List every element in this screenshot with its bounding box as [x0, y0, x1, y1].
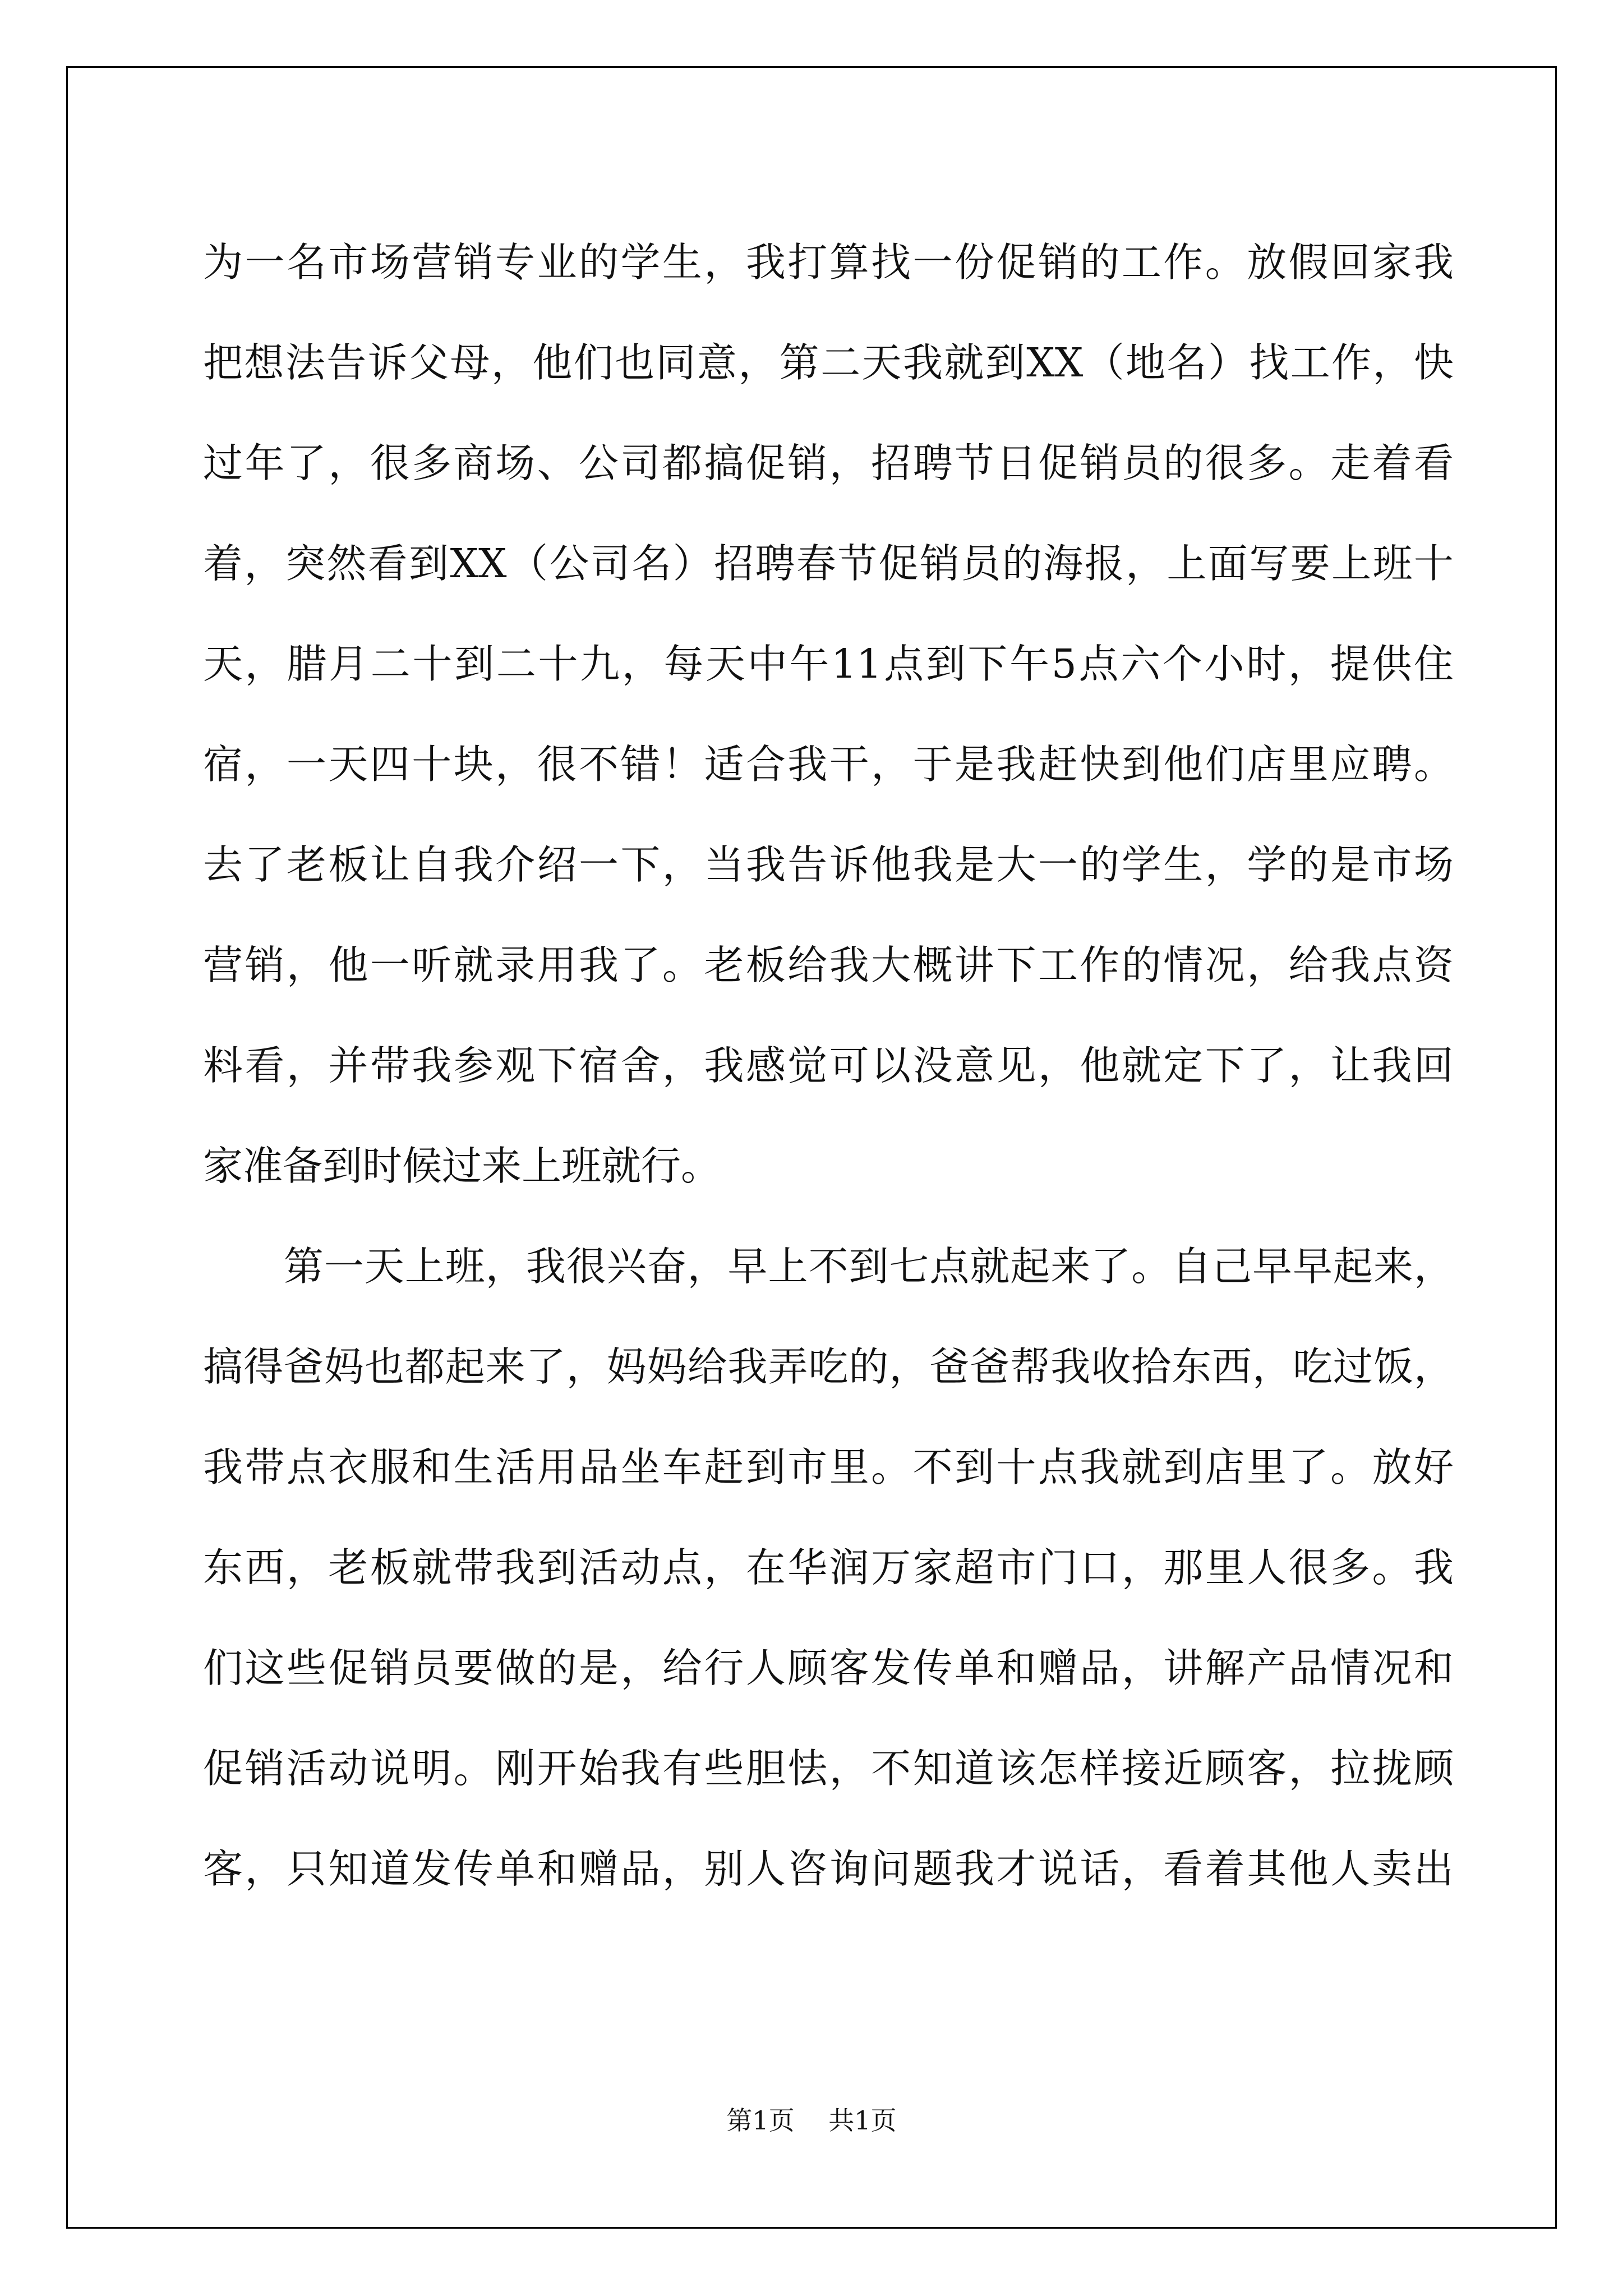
text-line: 东西，老板就带我到活动点，在华润万家超市门口，那里人很多。我 [203, 1544, 1454, 1591]
paragraph-2 [203, 1216, 1454, 1919]
text-line: 们这些促销员要做的是，给行人顾客发传单和赠品，讲解产品情况和 [203, 1645, 1454, 1691]
document-body [203, 212, 1454, 1919]
text-line: 促销活动说明。刚开始我有些胆怯，不知道该怎样接近顾客，拉拢顾 [203, 1745, 1454, 1792]
text-line: 宿，一天四十块，很不错！适合我干，于是我赶快到他们店里应聘。 [203, 741, 1454, 788]
text-line: 着，突然看到XX（公司名）招聘春节促销员的海报，上面写要上班十 [203, 540, 1454, 587]
text-line: 天，腊月二十到二十九，每天中午11点到下午5点六个小时，提供住 [203, 641, 1454, 687]
text-line: 搞得爸妈也都起来了，妈妈给我弄吃的，爸爸帮我收拾东西，吃过饭， [203, 1343, 1454, 1390]
text-line: 家准备到时候过来上班就行。 [203, 1143, 721, 1189]
text-line: 料看，并带我参观下宿舍，我感觉可以没意见，他就定下了，让我回 [203, 1042, 1454, 1089]
text-line: 去了老板让自我介绍一下，当我告诉他我是大一的学生，学的是市场 [203, 841, 1454, 888]
text-line: 为一名市场营销专业的学生，我打算找一份促销的工作。放假回家我 [203, 239, 1454, 286]
text-line: 客，只知道发传单和赠品，别人咨询问题我才说话，看着其他人卖出 [203, 1846, 1454, 1892]
paragraph-1 [203, 212, 1454, 1216]
text-line: 我带点衣服和生活用品坐车赶到市里。不到十点我就到店里了。放好 [203, 1444, 1454, 1490]
text-line: 第一天上班，我很兴奋，早上不到七点就起来了。自己早早起来， [203, 1243, 1454, 1290]
text-line: 营销，他一听就录用我了。老板给我大概讲下工作的情况，给我点资 [203, 942, 1454, 988]
text-line: 过年了，很多商场、公司都搞促销，招聘节日促销员的很多。走着看 [203, 440, 1454, 486]
text-line: 把想法告诉父母，他们也同意，第二天我就到XX（地名）找工作，快 [203, 339, 1454, 386]
page-number-footer: 第1页 共1页 [726, 2105, 897, 2136]
